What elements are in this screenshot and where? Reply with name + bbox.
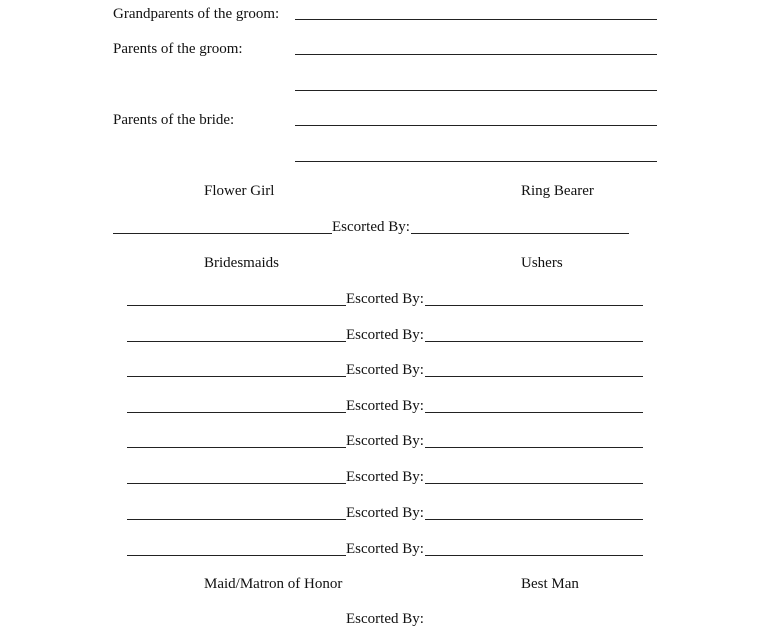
escorted-by-label: Escorted By: bbox=[346, 327, 424, 343]
bridesmaid-line[interactable] bbox=[127, 376, 346, 377]
flower-girl-heading: Flower Girl bbox=[204, 183, 275, 199]
escorted-by-label: Escorted By: bbox=[346, 291, 424, 307]
escorted-by-label: Escorted By: bbox=[346, 433, 424, 449]
parents-bride-line-1[interactable] bbox=[295, 125, 657, 126]
escorted-by-label: Escorted By: bbox=[346, 505, 424, 521]
escorted-by-label: Escorted By: bbox=[346, 362, 424, 378]
bridesmaid-line[interactable] bbox=[127, 447, 346, 448]
escorted-by-label: Escorted By: bbox=[346, 541, 424, 557]
bridesmaids-heading: Bridesmaids bbox=[204, 255, 279, 271]
escorted-by-label: Escorted By: bbox=[332, 219, 410, 235]
escorted-by-label: Escorted By: bbox=[346, 611, 424, 627]
parents-bride-label: Parents of the bride: bbox=[113, 112, 235, 128]
grandparents-groom-label: Grandparents of the groom: bbox=[113, 6, 280, 22]
escorted-by-label: Escorted By: bbox=[346, 469, 424, 485]
ring-bearer-line[interactable] bbox=[411, 233, 629, 234]
ring-bearer-heading: Ring Bearer bbox=[521, 183, 594, 199]
bridesmaid-line[interactable] bbox=[127, 483, 346, 484]
parents-groom-label: Parents of the groom: bbox=[113, 41, 243, 57]
parents-groom-line-2[interactable] bbox=[295, 90, 657, 91]
usher-line[interactable] bbox=[425, 483, 643, 484]
bridesmaid-line[interactable] bbox=[127, 412, 346, 413]
usher-line[interactable] bbox=[425, 519, 643, 520]
parents-bride-line-2[interactable] bbox=[295, 161, 657, 162]
usher-line[interactable] bbox=[425, 412, 643, 413]
escorted-by-label: Escorted By: bbox=[346, 398, 424, 414]
parents-groom-line-1[interactable] bbox=[295, 54, 657, 55]
maid-matron-heading: Maid/Matron of Honor bbox=[204, 576, 343, 592]
usher-line[interactable] bbox=[425, 376, 643, 377]
bridesmaid-line[interactable] bbox=[127, 555, 346, 556]
usher-line[interactable] bbox=[425, 341, 643, 342]
bridesmaid-line[interactable] bbox=[127, 519, 346, 520]
usher-line[interactable] bbox=[425, 447, 643, 448]
flower-girl-line[interactable] bbox=[113, 233, 332, 234]
bridesmaid-line[interactable] bbox=[127, 341, 346, 342]
best-man-heading: Best Man bbox=[521, 576, 579, 592]
usher-line[interactable] bbox=[425, 305, 643, 306]
grandparents-groom-line[interactable] bbox=[295, 19, 657, 20]
ushers-heading: Ushers bbox=[521, 255, 563, 271]
bridesmaid-line[interactable] bbox=[127, 305, 346, 306]
usher-line[interactable] bbox=[425, 555, 643, 556]
